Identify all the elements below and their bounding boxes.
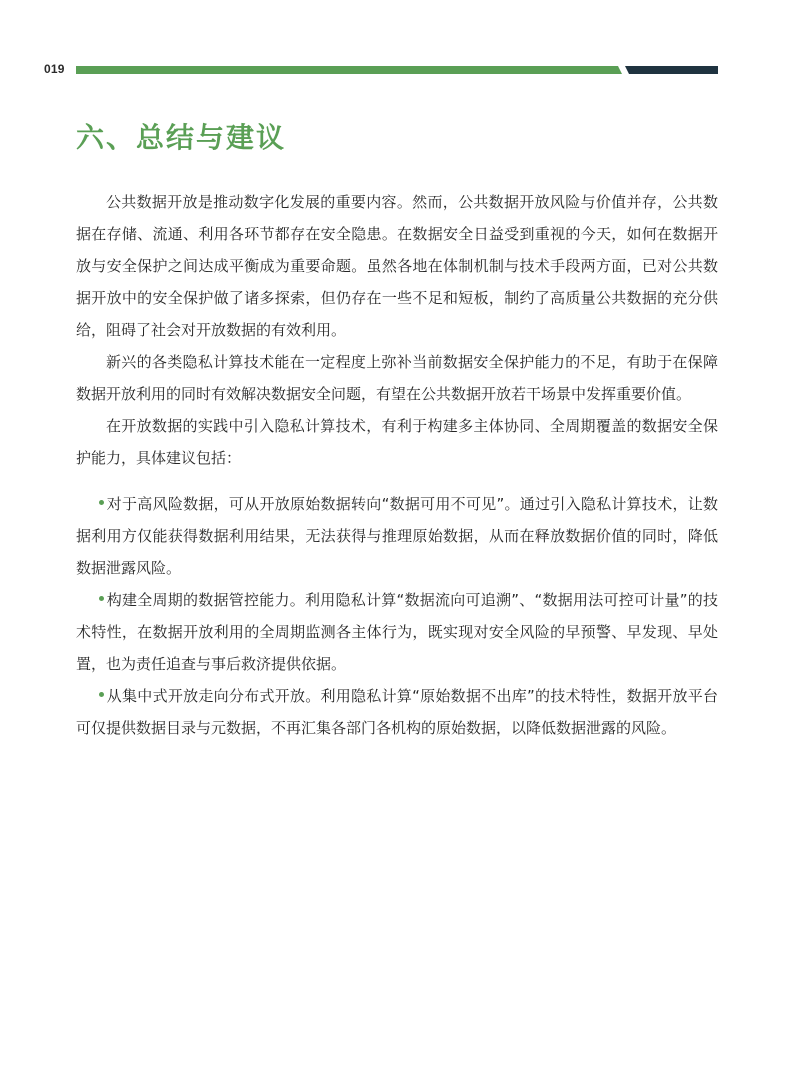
recommendation-item bbox=[76, 680, 718, 744]
header-bar-dark-segment bbox=[625, 66, 718, 74]
bullet-dot-icon bbox=[99, 692, 104, 697]
paragraph-intro: 公共数据开放是推动数字化发展的重要内容。然而，公共数据开放风险与价值并存，公共数据在存储、流通、利用各环节都存在安全隐患。在数据安全日益受到重视的今天，如何在数据开放与安全保护之间达成平衡成为重要命题。虽然各地在体制机制与技术手段两方面，已对公共数据开放中的安全保护做了诸多探索，但仍存在一些不足和短板，制约了高质量公共数据的充分供给，阻碍了社会对开放数据的有效利用。 bbox=[76, 193, 718, 339]
bullet-dot-icon bbox=[99, 596, 104, 601]
recommendation-text: 构建全周期的数据管控能力。利用隐私计算“数据流向可追溯”、“数据用法可控可计量”的技术特性，在数据开放利用的全周期监测各主体行为，既实现对安全风险的早预警、早发现、早处置，也为责任追查与事后救济提供依据。 bbox=[76, 591, 718, 673]
paragraph-recommendation-lead: 在开放数据的实践中引入隐私计算技术，有利于构建多主体协同、全周期覆盖的数据安全保护能力，具体建议包括： bbox=[76, 417, 718, 467]
main-content bbox=[76, 186, 718, 744]
recommendation-item bbox=[76, 488, 718, 584]
recommendation-text: 对于高风险数据，可从开放原始数据转向“数据可用不可见”。通过引入隐私计算技术，让数据利用方仅能获得数据利用结果，无法获得与推理原始数据，从而在释放数据价值的同时，降低数据泄露风险。 bbox=[76, 495, 718, 577]
recommendation-text: 从集中式开放走向分布式开放。利用隐私计算“原始数据不出库”的技术特性，数据开放平台可仅提供数据目录与元数据，不再汇集各部门各机构的原始数据，以降低数据泄露的风险。 bbox=[76, 687, 718, 737]
section-title: 六、总结与建议 bbox=[76, 121, 287, 154]
bullet-dot-icon bbox=[99, 500, 104, 505]
header-decorative-bar bbox=[76, 65, 718, 75]
header-bar-green-segment bbox=[76, 66, 622, 74]
paragraph-privacy-tech: 新兴的各类隐私计算技术能在一定程度上弥补当前数据安全保护能力的不足，有助于在保障数据开放利用的同时有效解决数据安全问题，有望在公共数据开放若干场景中发挥重要价值。 bbox=[76, 353, 718, 403]
recommendation-list bbox=[76, 488, 718, 744]
page-number: 019 bbox=[44, 62, 65, 76]
header-bar-graphic bbox=[76, 65, 718, 75]
recommendation-item bbox=[76, 584, 718, 680]
